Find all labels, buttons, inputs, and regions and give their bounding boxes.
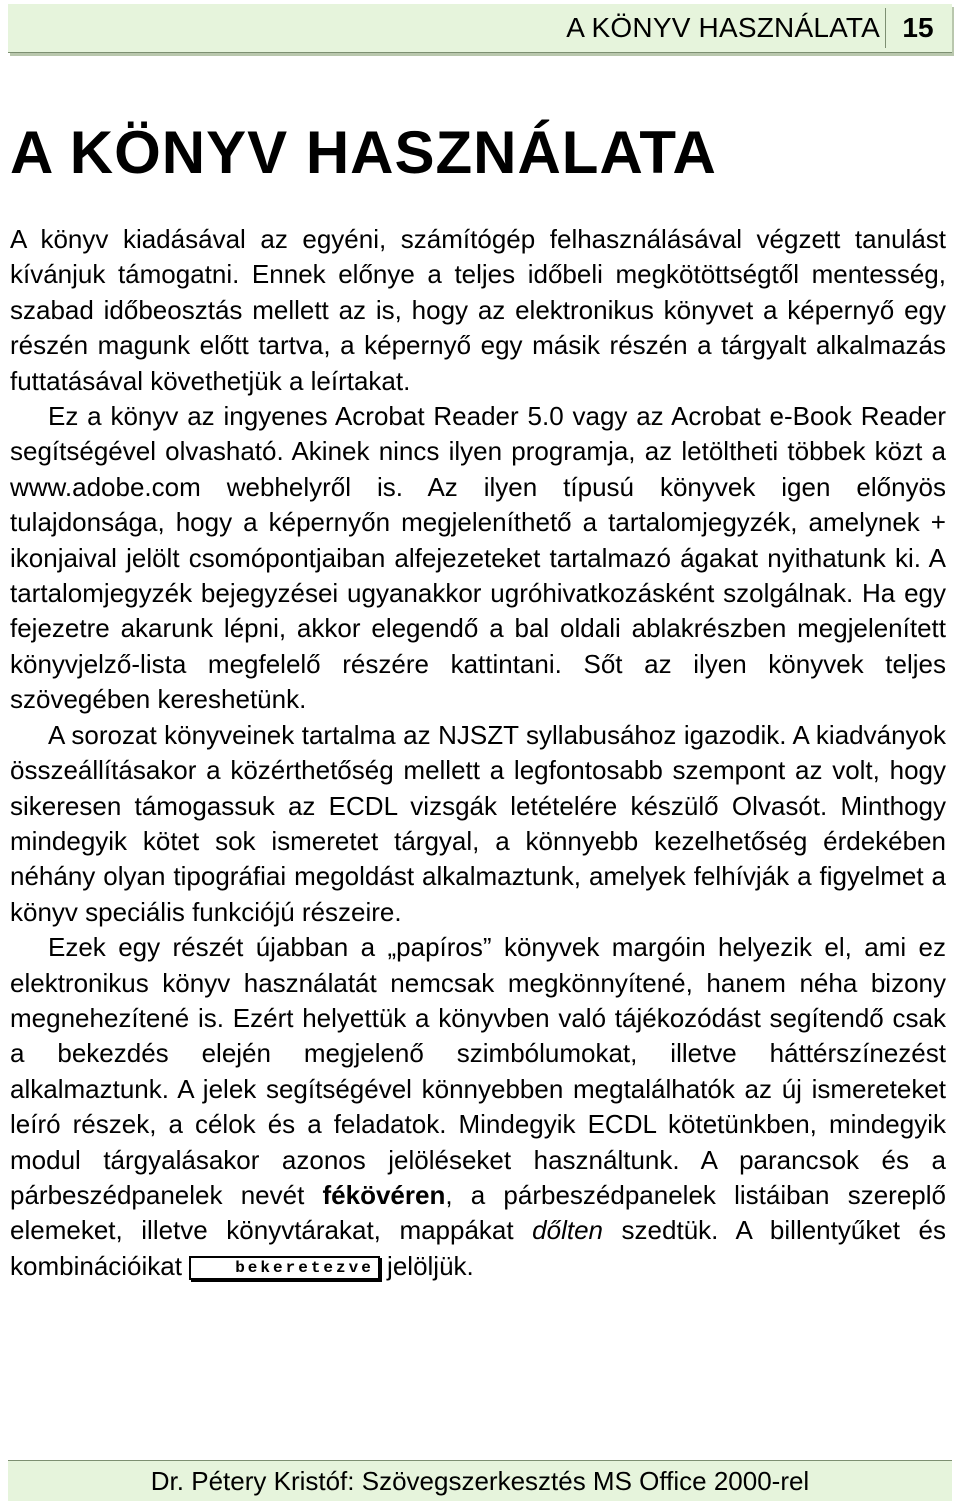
body-text	[10, 222, 946, 1284]
paragraph-4	[10, 930, 946, 1284]
paragraph-3: A sorozat könyveinek tartalma az NJSZT syllabusához igazodik. A kiadványok összeállításakor a közérthetőség mellett a legfontosabb szempont az volt, hogy sikeresen támogassuk az ECDL vizsgák letételére készülő Olvasót. Minthogy mindegyik kötet sok ismeretet tárgyal, a könnyebb kezelhetőség érdekében néhány olyan tipográfiai megoldást alkalmaztunk, amelyek felhívják a figyelmet a könyv speciális funkciójú részeire.	[10, 719, 946, 927]
paragraph-4-text-2: , a párbeszédpanelek listáiban szereplő elemeket, illetve könyvtárakat, mappákat	[10, 1179, 946, 1246]
running-footer: Dr. Pétery Kristóf: Szövegszerkesztés MS Office 2000-rel	[8, 1460, 952, 1501]
paragraph-4-text-3: szedtük. A billentyűket és kombinációikat	[10, 1215, 947, 1281]
paragraph-4-text-1: Ezek egy részét újabban a „papíros” könyvek margóin helyezik el, ami ez elektronikus könyv használatát nemcsak megkönnyítené, hanem néha bizony megnehezítené is. Ezért helyettük a könyvben való tájékozódást segítendő csak a bekezdés elején megjelenő szimbólumokat, illetve háttérszínezést alkalmaztunk. A jelek segítségével könnyebben megtalálhatók az új ismereteket leíró részek, a célok és a feladatok. Mindegyik ECDL kötetünkben, mindegyik modul tárgyalásakor azonos jelöléseket használtunk. A parancsok és a párbeszédpanelek nevét	[10, 932, 946, 1210]
chapter-title: A KÖNYV HASZNÁLATA	[10, 119, 717, 186]
running-header	[8, 4, 952, 53]
paragraph-2: Ez a könyv az ingyenes Acrobat Reader 5.0 vagy az Acrobat e-Book Reader segítségével olvasható. Akinek nincs ilyen programja, az letöltheti többek közt a www.adobe.com webhelyről is. Az ilyen típusú könyvek igen előnyös tulajdonsága, hogy a képernyőn megjeleníthető a tartalomjegyzék, amelynek + ikonjaival jelölt csomópontjaiban alfejezeteket tartalmazó ágakat nyithatunk ki. A tartalomjegyzék bejegyzései ugyanakkor ugróhivatkozásként szolgálnak. Ha egy fejezetre akarunk lépni, akkor elegendő a bal oldali ablakrészben megjelenített könyvjelző-lista megfelelő részére kattintani. Sőt az ilyen könyvek teljes szövegében kereshetünk.	[10, 401, 946, 715]
bold-example: fékövéren	[322, 1179, 446, 1210]
paragraph-1: A könyv kiadásával az egyéni, számítógép felhasználásával végzett tanulást kívánjuk támogatni. Ennek előnye a teljes időbeli megkötöttségtől mentesség, szabad időbeosztás mellett az is, hogy az elektronikus könyvet a képernyő egy részén magunk előtt tartva, a képernyő egy másik részén a tárgyalt alkalmazás futtatásával követhetjük a leírtakat.	[10, 224, 946, 396]
paragraph-4-text-4: jelöljük.	[379, 1250, 474, 1281]
italic-example: dőlten	[532, 1215, 604, 1246]
running-header-title: A KÖNYV HASZNÁLATA	[566, 12, 880, 43]
page-number: 15	[902, 12, 934, 43]
boxed-key-example: bekeretezve	[189, 1256, 380, 1280]
header-divider	[885, 8, 886, 48]
